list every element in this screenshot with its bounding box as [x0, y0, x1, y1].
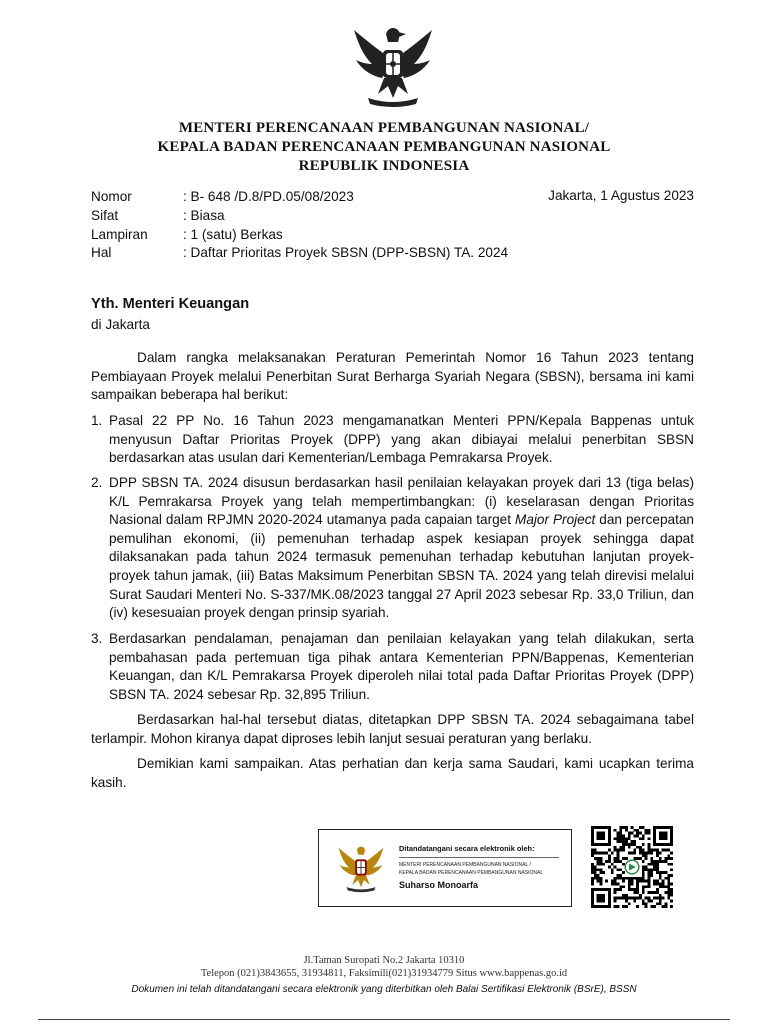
signature-divider [399, 857, 559, 858]
letterhead-line1: MENTERI PERENCANAAN PEMBANGUNAN NASIONAL/ [178, 120, 590, 136]
qr-code-icon [588, 826, 676, 908]
letterhead-line2: KEPALA BADAN PERENCANAAN PEMBANGUNAN NASIONAL [157, 139, 611, 155]
electronic-signature-box [318, 829, 572, 907]
list-item-number: 1. [91, 413, 103, 428]
recipient-name: Yth. Menteri Keuangan [91, 296, 250, 312]
list-item-text: Pasal 22 PP No. 16 Tahun 2023 mengamanatkan Menteri PPN/Kepala Bappenas untuk menyusun Daftar Prioritas Proyek (DPP) yang akan dibiayai melalui penerbitan SBSN berdasarkan atas usulan dari Kementerian/Lembaga Pemrakarsa Proyek. [109, 413, 694, 466]
nomor-value: : B- 648 /D.8/PD.05/08/2023 [183, 189, 354, 204]
signer-title-line1: MENTERI PERENCANAAN PEMBANGUNAN NASIONAL / [399, 862, 531, 868]
list-item [91, 630, 694, 704]
lampiran-value: : 1 (satu) Berkas [183, 227, 283, 242]
sifat-value: : Biasa [183, 208, 225, 223]
garuda-emblem-icon [348, 20, 438, 110]
signed-by-label: Ditandatangani secara elektronik oleh: [399, 844, 535, 853]
sifat-label: Sifat [91, 208, 119, 223]
letter-date: Jakarta, 1 Agustus 2023 [548, 188, 694, 203]
footer-address: Jl.Taman Suropati No.2 Jakarta 10310 [303, 955, 465, 966]
intro-paragraph: Dalam rangka melaksanakan Peraturan Pemerintah Nomor 16 Tahun 2023 tentang Pembiayaan Proyek melalui Penerbitan Surat Berharga Syariah Negara (SBSN), bersama ini kami sampaikan beberapa hal berikut: [91, 350, 694, 403]
hal-label: Hal [91, 245, 112, 260]
signer-title [399, 861, 543, 877]
footer-contact: Telepon (021)3843655, 31934811, Faksimili(021)31934779 Situs www.bappenas.go.id [200, 968, 568, 979]
footer-bsre-note: Dokumen ini telah ditandatangani secara elektronik yang diterbitkan oleh Balai Sertifikasi Elektronik (BSrE), BSSN [131, 984, 637, 995]
list-item [91, 412, 694, 468]
lampiran-label: Lampiran [91, 227, 148, 242]
major-project-term: Major Project [515, 512, 596, 528]
list-item [91, 474, 694, 623]
list-item-number: 2. [91, 475, 103, 490]
footer-rule [38, 1019, 730, 1020]
list-item-text-part: DPP SBSN TA. 2024 disusun berdasarkan hasil penilaian kelayakan proyek dari 13 (tiga belas) K/L Pemrakarsa Proyek yang telah mempertimbangkan: (i) keselarasan dengan Prioritas Nasional dalam RPJMN 2020-2024 utamanya pada capaian target [109, 475, 694, 528]
list-item-text-part: dan percepatan pemulihan ekonomi, (ii) pemenuhan terhadap aspek kesiapan proyek sehingga dapat dilaksanakan pada tahun 2024 termasuk pemenuhan terhadap kebutuhan lanjutan proyek-proyek tahun jamak, (iii) Batas Maksimum Penerbitan SBSN TA. 2024 yang telah direvisi melalui Surat Saudari Menteri No. S-337/MK.08/2023 tanggal 27 April 2023 sebesar Rp. 33,0 Triliun, dan (iv) kesesuaian proyek dengan prinsip syariah. [109, 512, 694, 621]
list-item-text [109, 474, 694, 623]
signer-title-line2: KEPALA BADAN PERENCANAAN PEMBANGUNAN NASIONAL [399, 870, 544, 876]
letterhead-line3: REPUBLIK INDONESIA [298, 158, 470, 174]
conclusion-paragraph: Berdasarkan hal-hal tersebut diatas, ditetapkan DPP SBSN TA. 2024 sebagaimana tabel terlampir. Mohon kiranya dapat diproses lebih lanjut sesuai peraturan yang berlaku. [91, 712, 694, 746]
recipient-location: di Jakarta [91, 317, 150, 332]
list-item-number: 3. [91, 631, 103, 646]
list-item-text: Berdasarkan pendalaman, penajaman dan penilaian kelayakan yang telah dilakukan, serta pembahasan pada pertemuan tiga pihak antara Kementerian PPN/Bappenas, Kementerian Keuangan, dan K/L Pemrakarsa Proyek diperoleh nilai total pada Daftar Prioritas Proyek (DPP) SBSN TA. 2024 sebesar Rp. 32,895 Triliun. [109, 631, 694, 702]
nomor-label: Nomor [91, 189, 132, 204]
closing-paragraph: Demikian kami sampaikan. Atas perhatian dan kerja sama Saudari, kami ucapkan terima kasih. [91, 756, 694, 790]
garuda-emblem-icon [335, 842, 387, 894]
hal-value: : Daftar Prioritas Proyek SBSN (DPP-SBSN) TA. 2024 [183, 245, 509, 260]
signer-name: Suharso Monoarfa [399, 880, 479, 890]
